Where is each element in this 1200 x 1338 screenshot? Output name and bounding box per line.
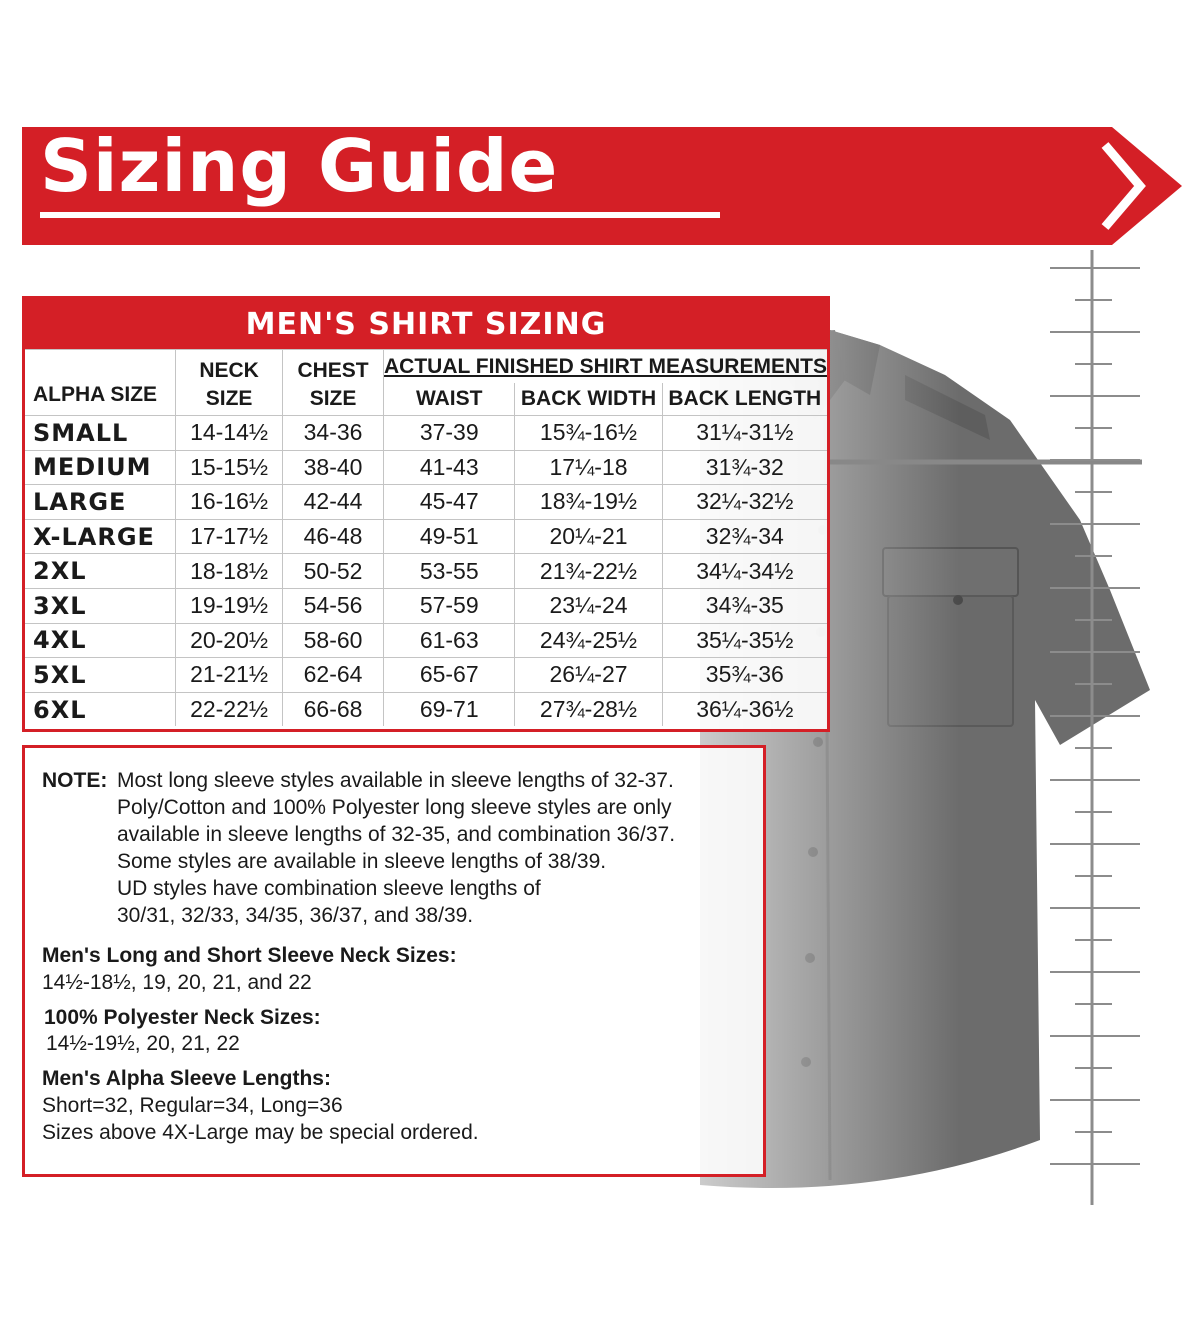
neck-size-cell: 22-22½ bbox=[176, 692, 283, 726]
back-width-cell: 26¼-27 bbox=[515, 658, 662, 693]
table-title: MEN'S SHIRT SIZING bbox=[25, 299, 827, 349]
header-back-width: BACK WIDTH bbox=[515, 383, 662, 416]
back-width-cell: 20¼-21 bbox=[515, 519, 662, 554]
size-row bbox=[25, 485, 827, 520]
neck-size-cell: 17-17½ bbox=[176, 519, 283, 554]
neck-size-cell: 20-20½ bbox=[176, 623, 283, 658]
alpha-size-cell: 6XL bbox=[25, 692, 176, 726]
back-width-cell: 27¾-28½ bbox=[515, 692, 662, 726]
size-row bbox=[25, 450, 827, 485]
neck-sizes-value: 14½-18½, 19, 20, 21, and 22 bbox=[42, 971, 312, 994]
chest-size-cell: 42-44 bbox=[283, 485, 384, 520]
special-order-note: Sizes above 4X-Large may be special ordered. bbox=[42, 1121, 479, 1144]
back-width-cell: 18¾-19½ bbox=[515, 485, 662, 520]
back-length-cell: 34¾-35 bbox=[662, 588, 827, 623]
header-chest-bottom: SIZE bbox=[283, 383, 384, 416]
back-length-cell: 35¼-35½ bbox=[662, 623, 827, 658]
size-row bbox=[25, 588, 827, 623]
chest-size-cell: 34-36 bbox=[283, 416, 384, 451]
back-width-cell: 24¾-25½ bbox=[515, 623, 662, 658]
waist-cell: 57-59 bbox=[384, 588, 515, 623]
neck-sizes-title: Men's Long and Short Sleeve Neck Sizes: bbox=[42, 944, 457, 967]
waist-cell: 45-47 bbox=[384, 485, 515, 520]
size-row bbox=[25, 658, 827, 693]
back-width-cell: 17¼-18 bbox=[515, 450, 662, 485]
back-length-cell: 34¼-34½ bbox=[662, 554, 827, 589]
back-length-cell: 32¾-34 bbox=[662, 519, 827, 554]
neck-size-cell: 14-14½ bbox=[176, 416, 283, 451]
size-row bbox=[25, 519, 827, 554]
size-row bbox=[25, 692, 827, 726]
waist-cell: 53-55 bbox=[384, 554, 515, 589]
waist-cell: 49-51 bbox=[384, 519, 515, 554]
back-width-cell: 15¾-16½ bbox=[515, 416, 662, 451]
title-underline bbox=[40, 212, 720, 218]
back-length-cell: 32¼-32½ bbox=[662, 485, 827, 520]
back-length-cell: 31¼-31½ bbox=[662, 416, 827, 451]
table-header-row bbox=[25, 350, 827, 384]
alpha-size-cell: LARGE bbox=[25, 485, 176, 520]
back-length-cell: 36¼-36½ bbox=[662, 692, 827, 726]
header-alpha-size: ALPHA SIZE bbox=[25, 350, 176, 416]
alpha-size-cell: 2XL bbox=[25, 554, 176, 589]
alpha-size-cell: MEDIUM bbox=[25, 450, 176, 485]
alpha-size-cell: 4XL bbox=[25, 623, 176, 658]
chest-size-cell: 50-52 bbox=[283, 554, 384, 589]
mens-shirt-sizing-table bbox=[22, 296, 830, 732]
chest-size-cell: 46-48 bbox=[283, 519, 384, 554]
sizing-table bbox=[25, 349, 827, 726]
size-row bbox=[25, 623, 827, 658]
note-line: Most long sleeve styles available in sleeve lengths of 32-37. bbox=[117, 769, 674, 792]
size-row bbox=[25, 416, 827, 451]
alpha-sleeve-title: Men's Alpha Sleeve Lengths: bbox=[42, 1067, 331, 1090]
header-chest-top: CHEST bbox=[283, 350, 384, 384]
size-row bbox=[25, 554, 827, 589]
header-neck-bottom: SIZE bbox=[176, 383, 283, 416]
chest-size-cell: 62-64 bbox=[283, 658, 384, 693]
chest-size-cell: 58-60 bbox=[283, 623, 384, 658]
note-line: Some styles are available in sleeve lengths of 38/39. bbox=[117, 850, 607, 873]
back-length-cell: 31¾-32 bbox=[662, 450, 827, 485]
header-back-length: BACK LENGTH bbox=[662, 383, 827, 416]
note-line: Poly/Cotton and 100% Polyester long sleeve styles are only bbox=[117, 796, 672, 819]
back-width-cell: 21¾-22½ bbox=[515, 554, 662, 589]
back-length-cell: 35¾-36 bbox=[662, 658, 827, 693]
note-line: 30/31, 32/33, 34/35, 36/37, and 38/39. bbox=[117, 904, 474, 927]
waist-cell: 37-39 bbox=[384, 416, 515, 451]
page-title: Sizing Guide bbox=[40, 124, 559, 208]
alpha-size-cell: X-LARGE bbox=[25, 519, 176, 554]
alpha-size-cell: 3XL bbox=[25, 588, 176, 623]
waist-cell: 65-67 bbox=[384, 658, 515, 693]
header-neck-top: NECK bbox=[176, 350, 283, 384]
back-width-cell: 23¼-24 bbox=[515, 588, 662, 623]
neck-size-cell: 18-18½ bbox=[176, 554, 283, 589]
alpha-sleeve-value: Short=32, Regular=34, Long=36 bbox=[42, 1094, 343, 1117]
neck-size-cell: 21-21½ bbox=[176, 658, 283, 693]
note-line: available in sleeve lengths of 32-35, and combination 36/37. bbox=[117, 823, 676, 846]
neck-size-cell: 19-19½ bbox=[176, 588, 283, 623]
neck-size-cell: 16-16½ bbox=[176, 485, 283, 520]
header-waist: WAIST bbox=[384, 383, 515, 416]
neck-size-cell: 15-15½ bbox=[176, 450, 283, 485]
chest-size-cell: 54-56 bbox=[283, 588, 384, 623]
header-measurements-group: ACTUAL FINISHED SHIRT MEASUREMENTS bbox=[384, 350, 828, 384]
note-label: NOTE: bbox=[42, 769, 108, 792]
waist-cell: 41-43 bbox=[384, 450, 515, 485]
chest-size-cell: 38-40 bbox=[283, 450, 384, 485]
note-line: UD styles have combination sleeve lengths of bbox=[117, 877, 541, 900]
alpha-size-cell: SMALL bbox=[25, 416, 176, 451]
chest-size-cell: 66-68 bbox=[283, 692, 384, 726]
poly-neck-title: 100% Polyester Neck Sizes: bbox=[44, 1006, 321, 1029]
waist-cell: 69-71 bbox=[384, 692, 515, 726]
waist-cell: 61-63 bbox=[384, 623, 515, 658]
notes-box bbox=[22, 745, 766, 1177]
poly-neck-value: 14½-19½, 20, 21, 22 bbox=[46, 1032, 240, 1055]
alpha-size-cell: 5XL bbox=[25, 658, 176, 693]
